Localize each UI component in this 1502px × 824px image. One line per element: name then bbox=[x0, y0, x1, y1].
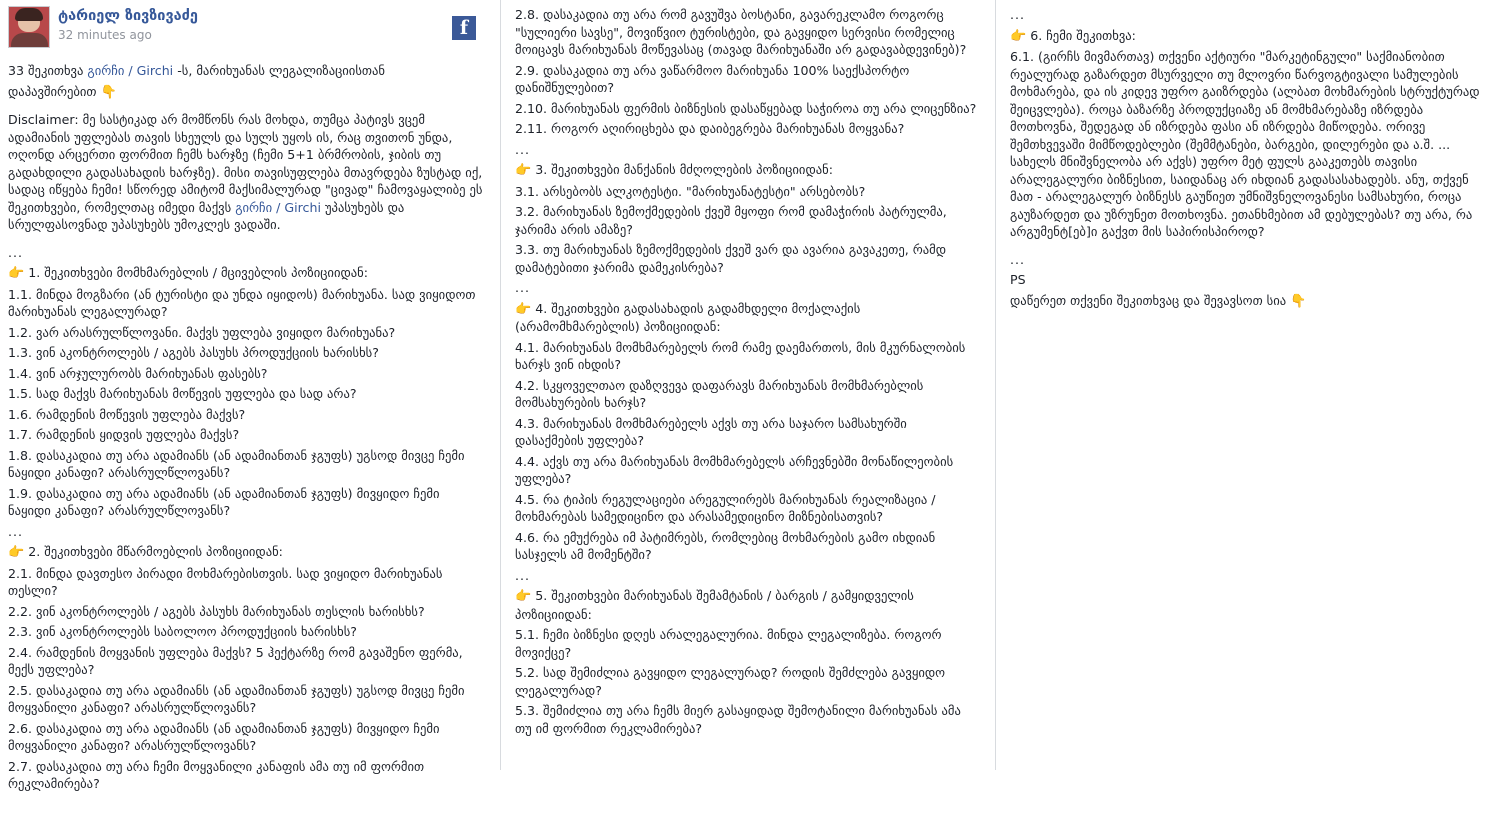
list-item: 2.2. ვინ აკონტროლებს / აგებს პასუხს მარიხუანას თესლის ხარისხს? bbox=[8, 603, 425, 619]
column-3 bbox=[995, 0, 1502, 313]
disclaimer-text-part1: Disclaimer: მე სასტიკად არ მომწონს რას მოხდა, თუმცა პატივს ვცემ ადამიანის უფლებას თავის სხეულს და სულს უყოს ის, რაც თვითონ უნდა, ოღონდ არცერთი ფორმით ჩემს ხარჯზე (ჩემი 5+1 ბრმრობის, ჯიბის თუ გადახდილი გადასახადის ხარჯზე). მისი თავისუფლება მთავრდება ზუსტად იქ, სადაც იწყება ჩემი! სწორედ ამიტომ მაქსიმალურად "ცივად" ჩამოვაყალიბე ეს შეკითხვები, რომელთაც იმედი მაქვს bbox=[8, 112, 483, 215]
section-3-heading-text: 3. შეკითხვები მანქანის მძღოლების პოზიციიდან: bbox=[535, 162, 833, 177]
intro-line-1 bbox=[8, 62, 486, 80]
list-item: 2.6. დასაკადია თუ არა ადამიანს (ან ადამიანთან ჯგუფს) მივყიდო ჩემი მოყვანილი კანაფი? არასრულწლოვანს? bbox=[8, 720, 440, 753]
list-item: 1.4. ვინ არჯულურობს მარიხუანას ფასებს? bbox=[8, 365, 268, 381]
girchi-link-1[interactable]: გირჩი / Girchi bbox=[87, 63, 174, 78]
list-item: 1.5. სად მაქვს მარიხუანას მოწევის უფლება და სად არა? bbox=[8, 386, 357, 401]
pointing-hand-icon-s2: 👉 bbox=[8, 545, 25, 560]
list-item: 1.1. მინდა მოგზარი (ან ტურისტი და უნდა იყიდოს) მარიხუანა. სად ვიყიდოთ მარიხუანას ლეგალურად? bbox=[8, 286, 476, 319]
girchi-link-2[interactable]: გირჩი / Girchi bbox=[235, 199, 321, 215]
section-6-heading bbox=[1010, 27, 1488, 46]
list-item: 4.6. რა ემუქრება იმ პატიმრებს, რომლებიც მოხმარების გამო იხდიან სასჯელს ამ მომენტში? bbox=[515, 529, 936, 562]
section-1-heading-text: 1. შეკითხვები მომხმარებლის / მცივებლის პოზიციიდან: bbox=[28, 265, 368, 280]
list-item: 3.3. თუ მარიხუანას ზემოქმედების ქვეშ ვარ და ავარია გავაკეთე, რამდ დამატებითი ჯარიმა დამეკისრება? bbox=[515, 242, 947, 275]
column-2 bbox=[500, 0, 995, 740]
post-header bbox=[8, 6, 486, 48]
list-item: 1.8. დასაკადია თუ არა ადამიანს (ან ადამიანთან ჯგუფს) უგსოდ მივცე ჩემი ნაყიდი კანაფი? არასრულწლოვანს? bbox=[8, 447, 465, 480]
section-6-heading-text: 6. ჩემი შეკითხვა: bbox=[1030, 27, 1136, 43]
intro-line2-text: დაპავშირებით bbox=[8, 83, 101, 99]
list-item: 3.1. არსებობს ალკოტესტი. "მარიხუანატესტი" არსებობს? bbox=[515, 183, 866, 199]
intro-suffix: -ს, მარიხუანას ლეგალიზაციისთან bbox=[173, 63, 385, 78]
ps-label: PS bbox=[1010, 272, 1026, 287]
list-item: 2.11. როგორ აღირიცხება და დაიბეგრება მარიხუანას მოყვანა? bbox=[515, 121, 905, 136]
list-item: 2.5. დასაკადია თუ არა ადამიანს (ან ადამიანთან ჯგუფს) უგსოდ მივცე ჩემი მოყვანილი კანაფი? არასრულწლოვანს? bbox=[8, 682, 465, 715]
section-2-heading-text: 2. შეკითხვები მწარმოებლის პოზიციიდან: bbox=[28, 544, 283, 559]
section-3-heading bbox=[515, 161, 979, 180]
avatar-body-shape bbox=[11, 33, 48, 48]
separator-dots-5: ... bbox=[515, 567, 531, 583]
separator-dots-4: ... bbox=[515, 280, 531, 295]
list-item: 2.4. რამდენის მოყვანის უფლება მაქვს? 5 ჰექტარზე რომ გავაშენო ფერმა, მექს უფლება? bbox=[8, 644, 463, 677]
pointing-hand-icon-ps: 👇 bbox=[1290, 293, 1307, 309]
separator-dots-7: ... bbox=[1010, 251, 1026, 267]
avatar-hair-shape bbox=[15, 8, 43, 21]
author-name[interactable]: ტარიელ ზივზივაძე bbox=[58, 8, 198, 24]
pointing-hand-icon: 👇 bbox=[100, 84, 117, 100]
post-body-column-1 bbox=[8, 62, 486, 793]
list-item: 5.1. ჩემი ბიზნესი დღეს არალეგალურია. მინდა ლეგალიზება. როგორ მოვიქცე? bbox=[515, 627, 942, 660]
list-item: 1.6. რამდენის მოწევის უფლება მაქვს? bbox=[8, 406, 246, 422]
list-item: 1.9. დასაკადია თუ არა ადამიანს (ან ადამიანთან ჯგუფს) მივყიდო ჩემი ნაყიდი კანაფი? არასრულწლოვანს? bbox=[8, 485, 440, 518]
list-item: 2.3. ვინ აკონტროლებს საბოლოო პროდუქციის ხარისხს? bbox=[8, 624, 357, 639]
list-item: 2.8. დასაკადია თუ არა რომ გავუშვა ბოსტანი, გავარეკლამო როგორც "სულიერი სავსე", მოვიწვიო ტურისტები, და გავყიდო სერვისი რომელიც მოიცავს მარიხუანას მოწევასაც (თავად მარიხუანაში არ გადავაბდევინებ)? bbox=[515, 7, 967, 57]
section-4-heading bbox=[515, 300, 979, 336]
list-item: 1.3. ვინ აკონტროლებს / აგებს პასუხს პროდუქციის ხარისხს? bbox=[8, 345, 379, 360]
list-item: 2.7. დასაკადია თუ არა ჩემი მოყვანილი კანაფის ამა თუ იმ ფორმით რეკლამირება? bbox=[8, 758, 425, 791]
ps-text-content: დაწერეთ თქვენი შეკითხვაც და შევავსოთ სია bbox=[1010, 292, 1291, 308]
section-1-heading bbox=[8, 264, 486, 283]
pointing-hand-icon-s5: 👉 bbox=[515, 589, 532, 604]
section-5-heading-text: 5. შეკითხვები მარიხუანას შემამტანის / ბარგის / გამყიდველის პოზიციიდან: bbox=[515, 588, 914, 622]
list-item: 1.7. რამდენის ყიდვის უფლება მაქვს? bbox=[8, 427, 240, 442]
list-item: 1.2. ვარ არასრულწლოვანი. მაქვს უფლება ვიყიდო მარიხუანა? bbox=[8, 324, 396, 340]
separator-dots-2: ... bbox=[8, 523, 24, 539]
post-body-column-3 bbox=[1010, 6, 1488, 310]
section-5-heading bbox=[515, 587, 979, 623]
column-1 bbox=[0, 0, 500, 796]
post-body-column-2 bbox=[515, 6, 979, 737]
list-item: 4.3. მარიხუანას მომხმარებელს აქვს თუ არა საჯარო სამსახურში დასაქმების უფლება? bbox=[515, 415, 907, 448]
avatar[interactable] bbox=[8, 6, 50, 48]
separator-dots-3: ... bbox=[515, 141, 531, 157]
separator-dots-6: ... bbox=[1010, 7, 1026, 22]
list-item: 6.1. (გირჩს მივმართავ) თქვენი აქტიური "მარკეტინგული" საქმიანობით რეალურად გაზარდეთ მსურველი თუ მლოვრი წარვოგტივალი სამულების მოხმარება, და ის კიდევ უფრო გაიზრდება (ალბათ მოხმარების სტრუქტურად შეიცვლება). როცა ბაზარზე პროდუქციაზე ან მომხმარებაზე იზრდება მოთხოვნა, შედეგად ან იზრდება ფასი ან იზრდება მიწოდება. ორივე შემთხვევაში მიმწოდებლები (შემმტანები, ბარგები, დილერები და ა.შ. ... სახელს მნიშვნელობა არ აქვს) უფრო მეტ ფულს გააკეთებს თავისი არალეგალური ბიზნესით, საიდანაც არ იხდიან გადასასახადებს. ანუ, თქვენ მათ - არალეგალურ ბიზნესს გაუწიეთ უმნიშვნელოვანესი სამსახური, როცა გაუზარდეთ და უზრუნეთ მოთხოვნა. ეთანხმებით ამ დებულებას? თუ არა, რა არგუმენტ[ებ]ი გაქვთ მის საპირისპიროდ? bbox=[1010, 49, 1480, 239]
list-item: 2.9. დასაკადია თუ არა ვაწარმოო მარიხუანა 100% საექსპორტო დანიშნულებით? bbox=[515, 62, 910, 95]
pointing-hand-icon-s1: 👉 bbox=[8, 266, 25, 281]
post-timestamp: 32 minutes ago bbox=[58, 28, 152, 42]
pointing-hand-icon-s6: 👉 bbox=[1010, 28, 1027, 44]
author-block bbox=[58, 6, 198, 43]
section-2-heading bbox=[8, 543, 486, 562]
list-item: 3.2. მარიხუანას ზემოქმედების ქვეშ მყოფი რომ დამაჭირის პატრულმა, ჯარიმა არის ამაზე? bbox=[515, 204, 947, 237]
intro-prefix: 33 შეკითხვა bbox=[8, 63, 88, 78]
list-item: 5.2. სად შემიძლია გავყიდო ლეგალურად? როდის შემძლება გავყიდო ლეგალურად? bbox=[515, 665, 946, 698]
list-item: 4.1. მარიხუანას მომხმარებელს რომ რამე დაემართოს, მის მკურნალობის ხარჯს ვინ იხდის? bbox=[515, 339, 966, 372]
list-item: 5.3. შემიძლია თუ არა ჩემს მიერ გასაყიდად შემოტანილი მარიხუანას ამა თუ იმ ფორმით რეკლამირება? bbox=[515, 703, 961, 736]
pointing-hand-icon-s4: 👉 bbox=[515, 301, 532, 317]
intro-line-2 bbox=[8, 83, 486, 102]
list-item: 4.5. რა ტიპის რეგულაციები არეგულირებს მარიხუანას რეალიზაცია / მოხმარებას სამედიცინო და არასამედიცინო მიზნებისათვის? bbox=[515, 491, 936, 524]
list-item: 4.2. სკყოველთაო დაზღვევა დაფარავს მარიხუანას მომხმარებლის მომსახურების ხარჯს? bbox=[515, 377, 924, 410]
separator-dots-1: ... bbox=[8, 244, 24, 260]
pointing-hand-icon-s3: 👉 bbox=[515, 163, 532, 178]
facebook-icon: f bbox=[452, 16, 476, 40]
list-item: 2.1. მინდა დავთესო პირადი მოხმარებისთვის. სად ვიყიდო მარიხუანას თესლი? bbox=[8, 565, 443, 598]
disclaimer-paragraph bbox=[8, 111, 486, 234]
disclaimer-text-part2: უპასუხებს და სრულფასოვნად უპასუხებს უმოკლეს ვადაში. bbox=[8, 199, 405, 232]
ps-text bbox=[1010, 292, 1488, 311]
list-item: 2.10. მარიხუანას ფერმის ბიზნესის დასაწყებად საჭიროა თუ არა ლიცენზია? bbox=[515, 100, 977, 116]
section-4-heading-text: 4. შეკითხვები გადასახადის გადამხდელი მოქალაქის (არამომხმარებლის) პოზიციიდან: bbox=[515, 300, 861, 334]
list-item: 4.4. აქვს თუ არა მარიხუანას მომხმარებელს არჩევნებში მონაწილეობის უფლება? bbox=[515, 453, 954, 486]
